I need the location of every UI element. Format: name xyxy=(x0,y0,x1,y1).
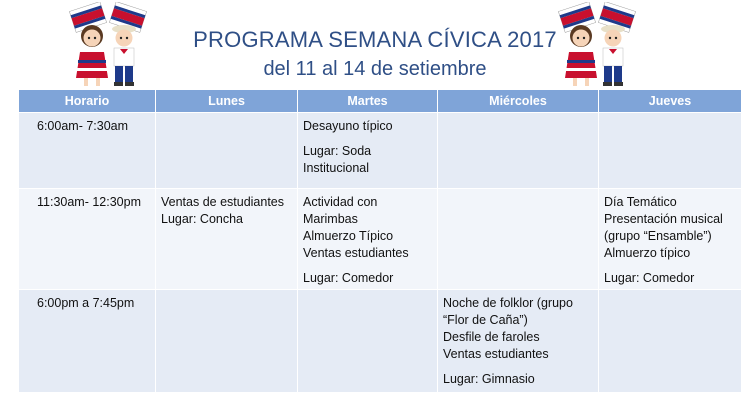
lunes-cell: Ventas de estudiantes Lugar: Concha xyxy=(156,189,298,290)
table-row xyxy=(19,189,742,290)
miercoles-cell xyxy=(438,113,599,189)
column-header-martes: Martes xyxy=(298,90,438,113)
martes-cell xyxy=(298,189,438,290)
location-text: Lugar: Soda Institucional xyxy=(303,144,372,175)
page-title: PROGRAMA SEMANA CÍVICA 2017 xyxy=(193,27,557,52)
activity-text: Desayuno típico xyxy=(303,119,393,133)
column-header-jueves: Jueves xyxy=(599,90,742,113)
activity-text: Noche de folklor (grupo “Flor de Caña”) Desfile de faroles Ventas estudiantes xyxy=(443,296,573,361)
lunes-cell xyxy=(156,290,298,393)
miercoles-cell xyxy=(438,290,599,393)
column-header-horario: Horario xyxy=(19,90,156,113)
martes-cell xyxy=(298,290,438,393)
miercoles-cell xyxy=(438,189,599,290)
table-row xyxy=(19,113,742,189)
column-header-miercoles: Miércoles xyxy=(438,90,599,113)
jueves-cell xyxy=(599,290,742,393)
table-header-row xyxy=(19,90,742,113)
lunes-cell xyxy=(156,113,298,189)
column-header-lunes: Lunes xyxy=(156,90,298,113)
location-text: Lugar: Comedor xyxy=(303,271,394,285)
jueves-cell xyxy=(599,113,742,189)
jueves-cell xyxy=(599,189,742,290)
time-cell: 11:30am- 12:30pm xyxy=(19,189,156,290)
activity-text: Actividad con Marimbas Almuerzo Típico Ventas estudiantes xyxy=(303,195,409,260)
schedule-table xyxy=(18,90,742,393)
table-row xyxy=(19,290,742,393)
page-subtitle: del 11 al 14 de setiembre xyxy=(263,58,487,80)
time-cell: 6:00am- 7:30am xyxy=(19,113,156,189)
location-text: Lugar: Comedor xyxy=(604,271,695,285)
location-text: Lugar: Gimnasio xyxy=(443,372,535,386)
martes-cell xyxy=(298,113,438,189)
activity-text: Día Temático Presentación musical (grupo “Ensamble”) Almuerzo típico xyxy=(604,195,723,260)
time-cell: 6:00pm a 7:45pm xyxy=(19,290,156,393)
